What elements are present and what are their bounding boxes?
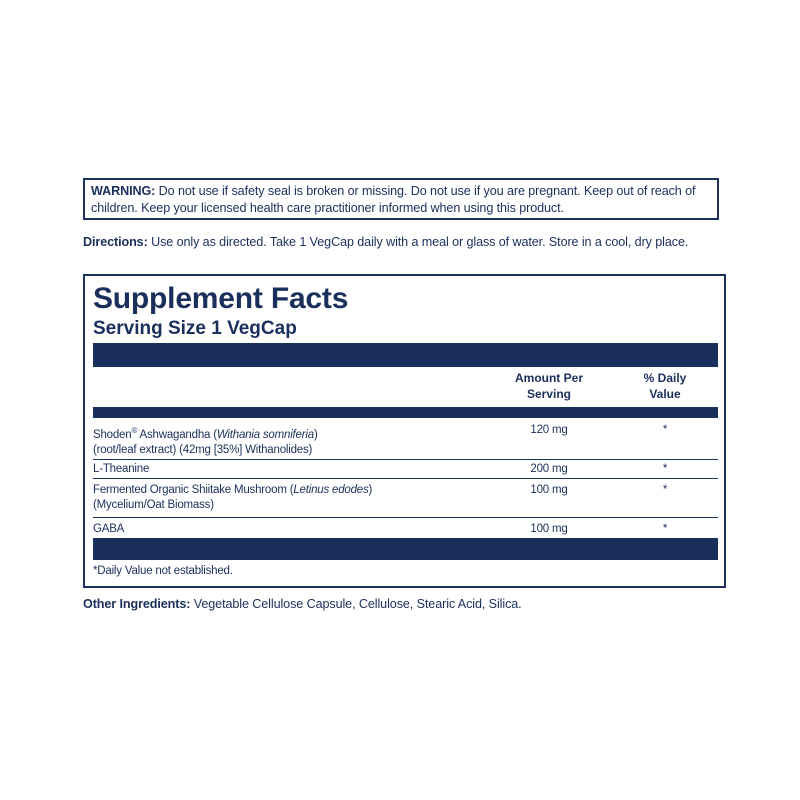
column-header-amount-line2: Serving [526, 387, 571, 401]
column-header-amount [499, 370, 599, 402]
directions [83, 234, 733, 250]
divider-bar-top [93, 343, 718, 367]
ingredient-latin-name: Letinus edodes [293, 484, 369, 496]
ingredient-detail: (root/leaf extract) (42mg [35%] Withanolides) [93, 443, 313, 456]
warning-text: Do not use if safety seal is broken or missing. Do not use if you are pregnant. Keep out of reach of children. Keep your licensed health care practitioner informed when using this product. [91, 184, 696, 215]
ingredient-name-part: ) [368, 484, 373, 496]
table-row [93, 520, 718, 538]
ingredient-amount: 200 mg [530, 463, 568, 475]
ingredient-daily-value: * [662, 484, 668, 496]
other-ingredients-text: Vegetable Cellulose Capsule, Cellulose, Stearic Acid, Silica. [190, 597, 522, 611]
ingredient-name: GABA [93, 523, 125, 535]
warning-box [83, 178, 719, 220]
registered-mark: ® [131, 426, 138, 435]
divider-bar-bottom [93, 538, 718, 560]
serving-size: Serving Size 1 VegCap [93, 318, 297, 339]
supplement-facts-panel [83, 274, 726, 588]
other-ingredients-label: Other Ingredients: [83, 597, 191, 611]
column-header-daily-value [625, 370, 705, 402]
ingredient-name-part: Fermented Organic Shiitake Mushroom ( [93, 484, 294, 496]
column-header-amount-line1: Amount Per [514, 371, 583, 385]
warning-label: WARNING: [91, 184, 156, 198]
ingredient-name [93, 483, 473, 513]
ingredient-daily-value: * [662, 523, 668, 535]
directions-label: Directions: [83, 235, 148, 249]
other-ingredients [83, 596, 522, 612]
daily-value-footnote: *Daily Value not established. [93, 565, 233, 577]
column-header-dv-line2: Value [649, 387, 681, 401]
ingredient-amount: 100 mg [530, 484, 568, 496]
divider-bar-middle [93, 407, 718, 418]
column-header-dv-line1: % Daily [643, 371, 687, 385]
directions-text: Use only as directed. Take 1 VegCap daily with a meal or glass of water. Store in a cool, dry place. [147, 235, 689, 249]
ingredient-latin-name: Withania somniferia [216, 428, 314, 441]
ingredient-detail: (Mycelium/Oat Biomass) [93, 499, 214, 511]
ingredient-amount: 120 mg [530, 424, 568, 436]
ingredient-name-part: Ashwagandha ( [137, 428, 217, 441]
ingredient-name-part: Shoden [93, 428, 132, 441]
facts-title: Supplement Facts [93, 282, 349, 315]
table-row [93, 460, 718, 479]
table-row [93, 481, 718, 518]
ingredient-name [93, 423, 473, 458]
ingredient-daily-value: * [662, 463, 668, 475]
ingredient-amount: 100 mg [530, 523, 568, 535]
table-row [93, 421, 718, 460]
ingredient-name: L-Theanine [93, 463, 150, 475]
ingredient-name-part: ) [313, 428, 318, 441]
ingredient-daily-value: * [662, 424, 668, 436]
